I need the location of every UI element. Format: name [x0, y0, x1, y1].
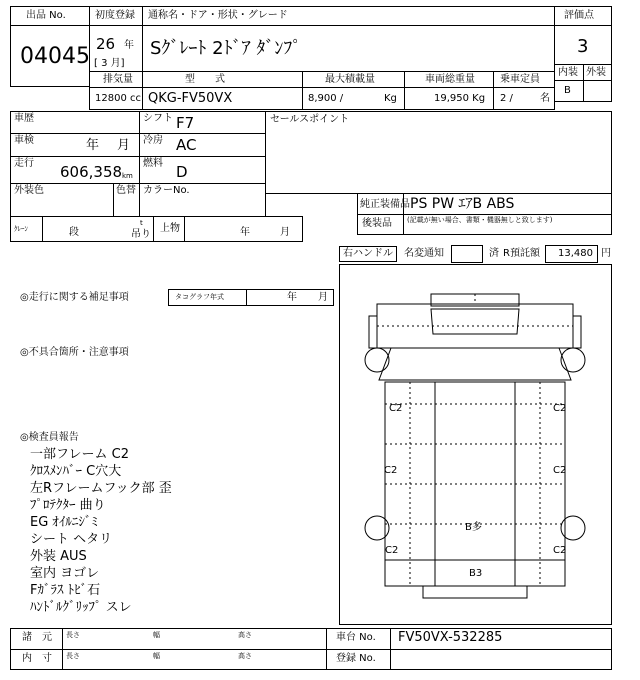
sales-point-label: セールスポイント	[270, 114, 350, 125]
recycle-prefix: 済	[489, 248, 499, 259]
inspection-month: 月	[117, 138, 131, 153]
recycle-unit: 円	[601, 248, 611, 259]
interior-length-label: 長さ	[66, 652, 80, 660]
defects-label: ◎不具合箇所・注意事項	[20, 347, 129, 358]
report-line: 外装 AUS	[30, 549, 87, 564]
diagram-mark-left-mid: C2	[384, 465, 398, 476]
report-line: 左Rフレームフック部 歪	[30, 481, 172, 496]
interior-width-label: 幅	[153, 652, 160, 660]
report-line: Fｶﾞﾗｽ ﾄﾋﾞ石	[30, 583, 101, 598]
inspection-year: 年	[86, 138, 100, 153]
recycle-value: 13,480	[558, 248, 593, 259]
diagram-mark-right-upper: C2	[553, 403, 567, 414]
aftermarket-label: 後装品	[362, 218, 392, 229]
diagram-mark-rear: B3	[469, 568, 483, 579]
fuel-value: D	[176, 163, 188, 181]
diagram-mark-left-lower: C2	[385, 545, 399, 556]
tachograph-label: タコグラフ年式	[175, 293, 224, 301]
report-line: ﾌﾟﾛﾃｸﾀｰ 曲り	[30, 498, 106, 513]
upper-year-unit: 年	[240, 227, 250, 238]
color-no-label: カラーNo.	[143, 185, 190, 196]
diagram-mark-left-upper: C2	[389, 403, 403, 414]
chassis-value: FV50VX-532285	[398, 630, 503, 645]
capacity-unit: 名	[540, 93, 550, 104]
crane-stage-unit: 段	[69, 227, 79, 238]
report-line: 一部フレーム C2	[30, 447, 129, 462]
name-change-label: 名変通知	[404, 248, 444, 259]
model-code-value: QKG-FV50VX	[148, 91, 233, 106]
supplement-label: ◎走行に関する補足事項	[20, 292, 129, 303]
upper-label: 上物	[160, 223, 180, 234]
inspection-label: 車検	[14, 135, 34, 146]
upper-month-unit: 月	[280, 227, 290, 238]
report-line: 室内 ヨゴレ	[30, 566, 100, 581]
capacity-value: 2 /	[500, 93, 513, 104]
interior-value: B	[564, 85, 571, 96]
mileage-value: 606,358	[60, 163, 123, 181]
report-line: EG ｵｲﾙﾆｼﾞﾐ	[30, 515, 98, 530]
fuel-label: 燃料	[143, 158, 163, 169]
crane-label: ｸﾚｰﾝ	[14, 225, 28, 233]
aftermarket-note: (記載が無い場合、書類・機器無しと致します)	[407, 216, 553, 224]
shift-label: シフト	[143, 113, 173, 124]
grade-label: 評価点	[564, 10, 594, 21]
details-left-block	[10, 111, 266, 217]
interior-dims-label: 内 寸	[22, 653, 52, 664]
report-line: シート ヘタリ	[30, 532, 113, 547]
dims-length-label: 長さ	[66, 631, 80, 639]
standard-equip-label: 純正装備品	[360, 199, 410, 210]
max-load-label: 最大積載量	[325, 74, 375, 85]
first-reg-year: 26	[96, 35, 116, 53]
name-label: 通称名・ドア・形状・グレード	[148, 10, 288, 21]
model-name: Sｸﾞﾚｰﾄ 2ﾄﾞｱ ﾀﾞﾝﾌﾟ	[150, 38, 302, 59]
diagram-mark-bed: B多	[465, 522, 482, 533]
aircon-label: 冷房	[143, 135, 163, 146]
max-load-value: 8,900 /	[308, 93, 344, 104]
crane-row	[10, 216, 303, 242]
mileage-label: 走行	[14, 158, 34, 169]
diagram-mark-right-mid: C2	[553, 465, 567, 476]
name-change-box	[451, 245, 483, 263]
lot-number: 04045	[20, 44, 90, 69]
lot-label: 出品 No.	[26, 10, 66, 21]
color-change-label: 色替	[116, 185, 136, 196]
max-load-unit: Kg	[384, 93, 397, 104]
shift-value: F7	[176, 114, 195, 132]
history-label: 車歴	[14, 113, 34, 124]
displacement-value: 12800 cc	[95, 93, 141, 104]
interior-label: 内装	[558, 67, 578, 78]
standard-equip-value: PS PW ｴｱB ABS	[410, 196, 515, 212]
dims-label: 諸 元	[22, 632, 52, 643]
right-hand-label: 右ハンドル	[343, 248, 393, 259]
crane-ton-unit: t	[140, 219, 143, 227]
specs-label-row	[89, 71, 555, 88]
exterior-label: 外装	[586, 67, 606, 78]
exterior-value-cell	[583, 80, 612, 102]
grade-value: 3	[577, 36, 589, 57]
capacity-label: 乗車定員	[500, 74, 540, 85]
chassis-label: 車台 No.	[336, 632, 376, 643]
dims-height-label: 高さ	[238, 631, 252, 639]
displacement-label: 排気量	[103, 74, 133, 85]
recycle-label: R預託額	[503, 248, 540, 259]
report-line: ｸﾛｽﾒﾝﾊﾞｰ C穴大	[30, 464, 122, 479]
gross-weight-value: 19,950 Kg	[434, 93, 486, 104]
crane-hang-unit: 吊り	[131, 229, 151, 240]
first-reg-label: 初度登録	[95, 10, 135, 21]
aircon-value: AC	[176, 136, 197, 154]
dims-width-label: 幅	[153, 631, 160, 639]
tacho-year-unit: 年	[287, 292, 297, 303]
inspector-label: ◎検査員報告	[20, 432, 79, 443]
diagram-mark-right-lower: C2	[553, 545, 567, 556]
report-line: ﾊﾝﾄﾞﾙｸﾞﾘｯﾌﾟ スレ	[30, 600, 132, 615]
first-reg-month: [ 3 月]	[94, 58, 125, 69]
interior-height-label: 高さ	[238, 652, 252, 660]
first-reg-year-unit: 年	[124, 40, 134, 51]
reg-label: 登録 No.	[336, 653, 376, 664]
ext-color-label: 外装色	[14, 185, 44, 196]
gross-weight-label: 車両総重量	[425, 74, 475, 85]
inspector-report-list	[30, 446, 172, 616]
model-label: 型 式	[185, 74, 225, 85]
tacho-month-unit: 月	[318, 292, 328, 303]
mileage-unit: km	[122, 172, 133, 180]
